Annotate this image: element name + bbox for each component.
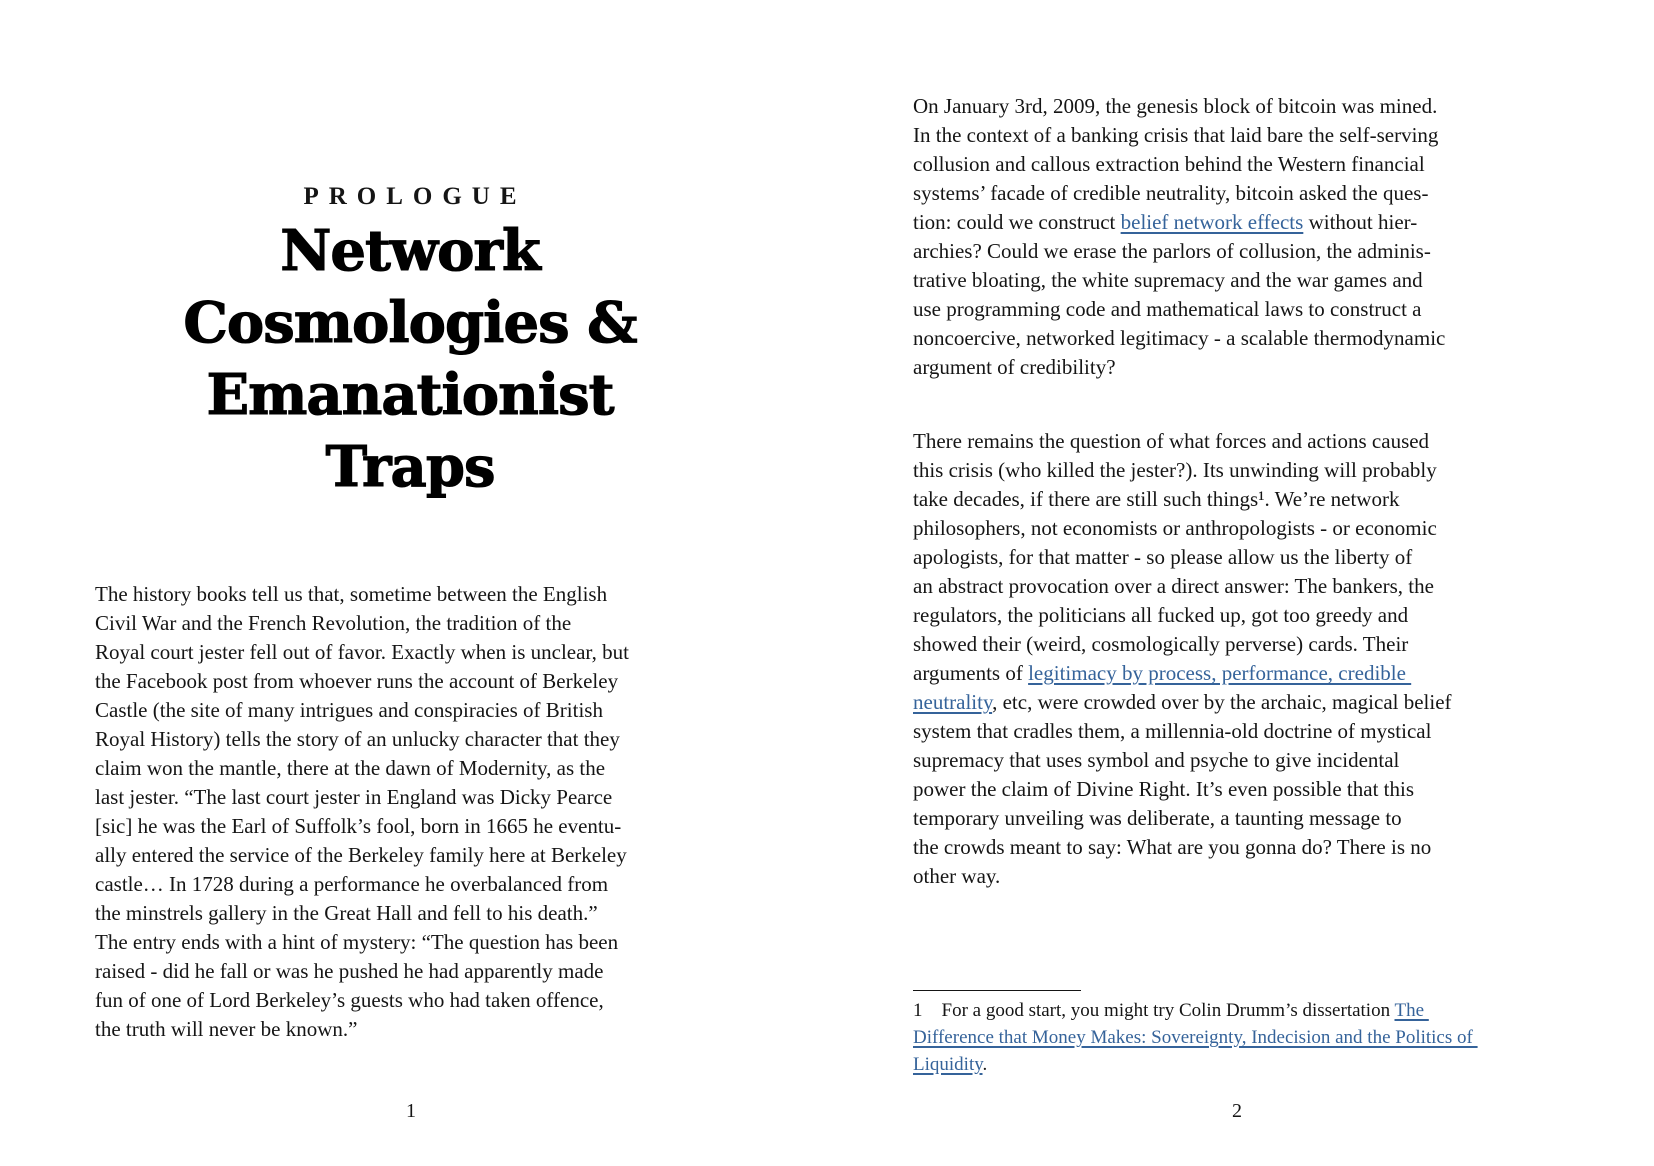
text-run: The history books tell us that, sometime between the English	[95, 582, 608, 606]
text-run: this crisis (who killed the jester?). Its unwinding will probably	[913, 458, 1437, 482]
text-line	[913, 746, 1561, 775]
text-run: 1 For a good start, you might try Colin Drumm’s dissertation	[913, 1000, 1395, 1021]
text-line	[95, 1015, 727, 1044]
text-line	[913, 717, 1561, 746]
text-run: fun of one of Lord Berkeley’s guests who had taken offence,	[95, 988, 604, 1012]
text-line	[95, 580, 727, 609]
text-run: .	[982, 1054, 988, 1075]
text-line	[95, 928, 727, 957]
text-line	[95, 783, 727, 812]
text-run: There remains the question of what forces and actions caused	[913, 429, 1430, 453]
text-run: Cosmologies &	[183, 290, 637, 356]
text-run: other way.	[913, 864, 1001, 888]
text-line	[913, 456, 1561, 485]
chapter-title	[70, 215, 750, 503]
text-run: Traps	[325, 434, 495, 500]
text-line	[913, 324, 1561, 353]
text-line	[913, 485, 1561, 514]
text-line	[70, 215, 750, 287]
text-line	[913, 572, 1561, 601]
text-line	[95, 870, 727, 899]
text-run: the truth will never be known.”	[95, 1017, 358, 1041]
text-run: The entry ends with a hint of mystery: “The question has been	[95, 930, 619, 954]
text-run: archies? Could we erase the parlors of collusion, the adminis-	[913, 239, 1431, 263]
text-run: argument of credibility?	[913, 355, 1116, 379]
text-run: supremacy that uses symbol and psyche to give incidental	[913, 748, 1400, 772]
text-run: , etc, were crowded over by the archaic, magical belief	[992, 690, 1452, 714]
text-line	[913, 775, 1561, 804]
text-run: power the claim of Divine Right. It’s even possible that this	[913, 777, 1414, 801]
text-run: an abstract provocation over a direct answer: The bankers, the	[913, 574, 1434, 598]
text-line	[913, 121, 1561, 150]
text-line	[70, 431, 750, 503]
text-run: systems’ facade of credible neutrality, bitcoin asked the ques-	[913, 181, 1429, 205]
text-line	[913, 1024, 1561, 1051]
inline-link[interactable]: The	[1394, 1000, 1429, 1021]
text-run: philosophers, not economists or anthropologists - or economic	[913, 516, 1437, 540]
text-line	[913, 630, 1561, 659]
text-line	[913, 427, 1561, 456]
text-line	[913, 543, 1561, 572]
text-run: the Facebook post from whoever runs the account of Berkeley	[95, 669, 619, 693]
text-run: On January 3rd, 2009, the genesis block of bitcoin was mined.	[913, 94, 1438, 118]
text-line	[913, 1051, 1561, 1078]
text-line	[913, 150, 1561, 179]
text-run: Civil War and the French Revolution, the tradition of the	[95, 611, 572, 635]
text-line	[95, 957, 727, 986]
text-line	[95, 841, 727, 870]
text-run: raised - did he fall or was he pushed he had apparently made	[95, 959, 604, 983]
text-run: claim won the mantle, there at the dawn of Modernity, as the	[95, 756, 606, 780]
text-line	[913, 295, 1561, 324]
text-run: apologists, for that matter - so please allow us the liberty of	[913, 545, 1413, 569]
text-run: noncoercive, networked legitimacy - a scalable thermodynamic	[913, 326, 1446, 350]
text-line	[913, 601, 1561, 630]
text-line	[95, 609, 727, 638]
text-line	[95, 754, 727, 783]
text-line	[70, 359, 750, 431]
text-line	[95, 725, 727, 754]
page-number-right: 2	[1232, 1100, 1242, 1122]
text-line	[70, 287, 750, 359]
text-run: take decades, if there are still such things¹. We’re network	[913, 487, 1400, 511]
text-run: the crowds meant to say: What are you gonna do? There is no	[913, 835, 1432, 859]
text-line	[913, 266, 1561, 295]
text-run: Royal History) tells the story of an unlucky character that they	[95, 727, 620, 751]
page-number-left: 1	[406, 1100, 416, 1122]
text-line	[95, 696, 727, 725]
text-run: collusion and callous extraction behind the Western financial	[913, 152, 1425, 176]
text-run: Network	[280, 218, 540, 284]
text-run: tion: could we construct	[913, 210, 1121, 234]
text-line	[913, 659, 1561, 688]
footnote-divider	[913, 990, 1081, 991]
inline-link[interactable]: Liquidity	[913, 1054, 983, 1075]
inline-link[interactable]: belief network effects	[1120, 210, 1304, 234]
page-right	[827, 0, 1654, 1166]
text-run: ally entered the service of the Berkeley family here at Berkeley	[95, 843, 627, 867]
text-line	[913, 208, 1561, 237]
text-line	[913, 862, 1561, 891]
body-paragraph	[913, 92, 1561, 382]
inline-link[interactable]: Difference that Money Makes: Sovereignty, Indecision and the Politics of	[913, 1027, 1478, 1048]
footnote	[913, 997, 1561, 1078]
text-line	[95, 638, 727, 667]
text-line	[95, 812, 727, 841]
text-line	[913, 92, 1561, 121]
text-run: regulators, the politicians all fucked up, got too greedy and	[913, 603, 1409, 627]
text-run: without hier-	[1303, 210, 1418, 234]
text-run: Castle (the site of many intrigues and conspiracies of British	[95, 698, 603, 722]
text-line	[913, 997, 1561, 1024]
text-run: [sic] he was the Earl of Suffolk’s fool, born in 1665 he eventu-	[95, 814, 622, 838]
text-run: the minstrels gallery in the Great Hall and fell to his death.”	[95, 901, 598, 925]
text-run: system that cradles them, a millennia-old doctrine of mystical	[913, 719, 1432, 743]
text-line	[95, 986, 727, 1015]
text-line	[913, 514, 1561, 543]
text-run: Royal court jester fell out of favor. Exactly when is unclear, but	[95, 640, 629, 664]
text-run: use programming code and mathematical laws to construct a	[913, 297, 1422, 321]
text-line	[913, 353, 1561, 382]
text-run: last jester. “The last court jester in England was Dicky Pearce	[95, 785, 613, 809]
text-line	[913, 688, 1561, 717]
text-run: showed their (weird, cosmologically perverse) cards. Their	[913, 632, 1409, 656]
text-line	[95, 899, 727, 928]
text-run: In the context of a banking crisis that laid bare the self-serving	[913, 123, 1439, 147]
text-run: castle… In 1728 during a performance he overbalanced from	[95, 872, 609, 896]
chapter-kicker: PROLOGUE	[303, 183, 527, 210]
text-line	[913, 833, 1561, 862]
text-line	[95, 667, 727, 696]
text-run: trative bloating, the white supremacy and the war games and	[913, 268, 1423, 292]
text-line	[913, 179, 1561, 208]
text-run: arguments of	[913, 661, 1029, 685]
text-run: temporary unveiling was deliberate, a taunting message to	[913, 806, 1402, 830]
body-paragraph	[913, 427, 1561, 891]
text-run: Emanationist	[206, 362, 614, 428]
text-line	[913, 804, 1561, 833]
body-paragraph	[95, 580, 727, 1044]
text-line	[913, 237, 1561, 266]
inline-link[interactable]: neutrality	[913, 690, 993, 714]
inline-link[interactable]: legitimacy by process, performance, credible	[1028, 661, 1412, 685]
